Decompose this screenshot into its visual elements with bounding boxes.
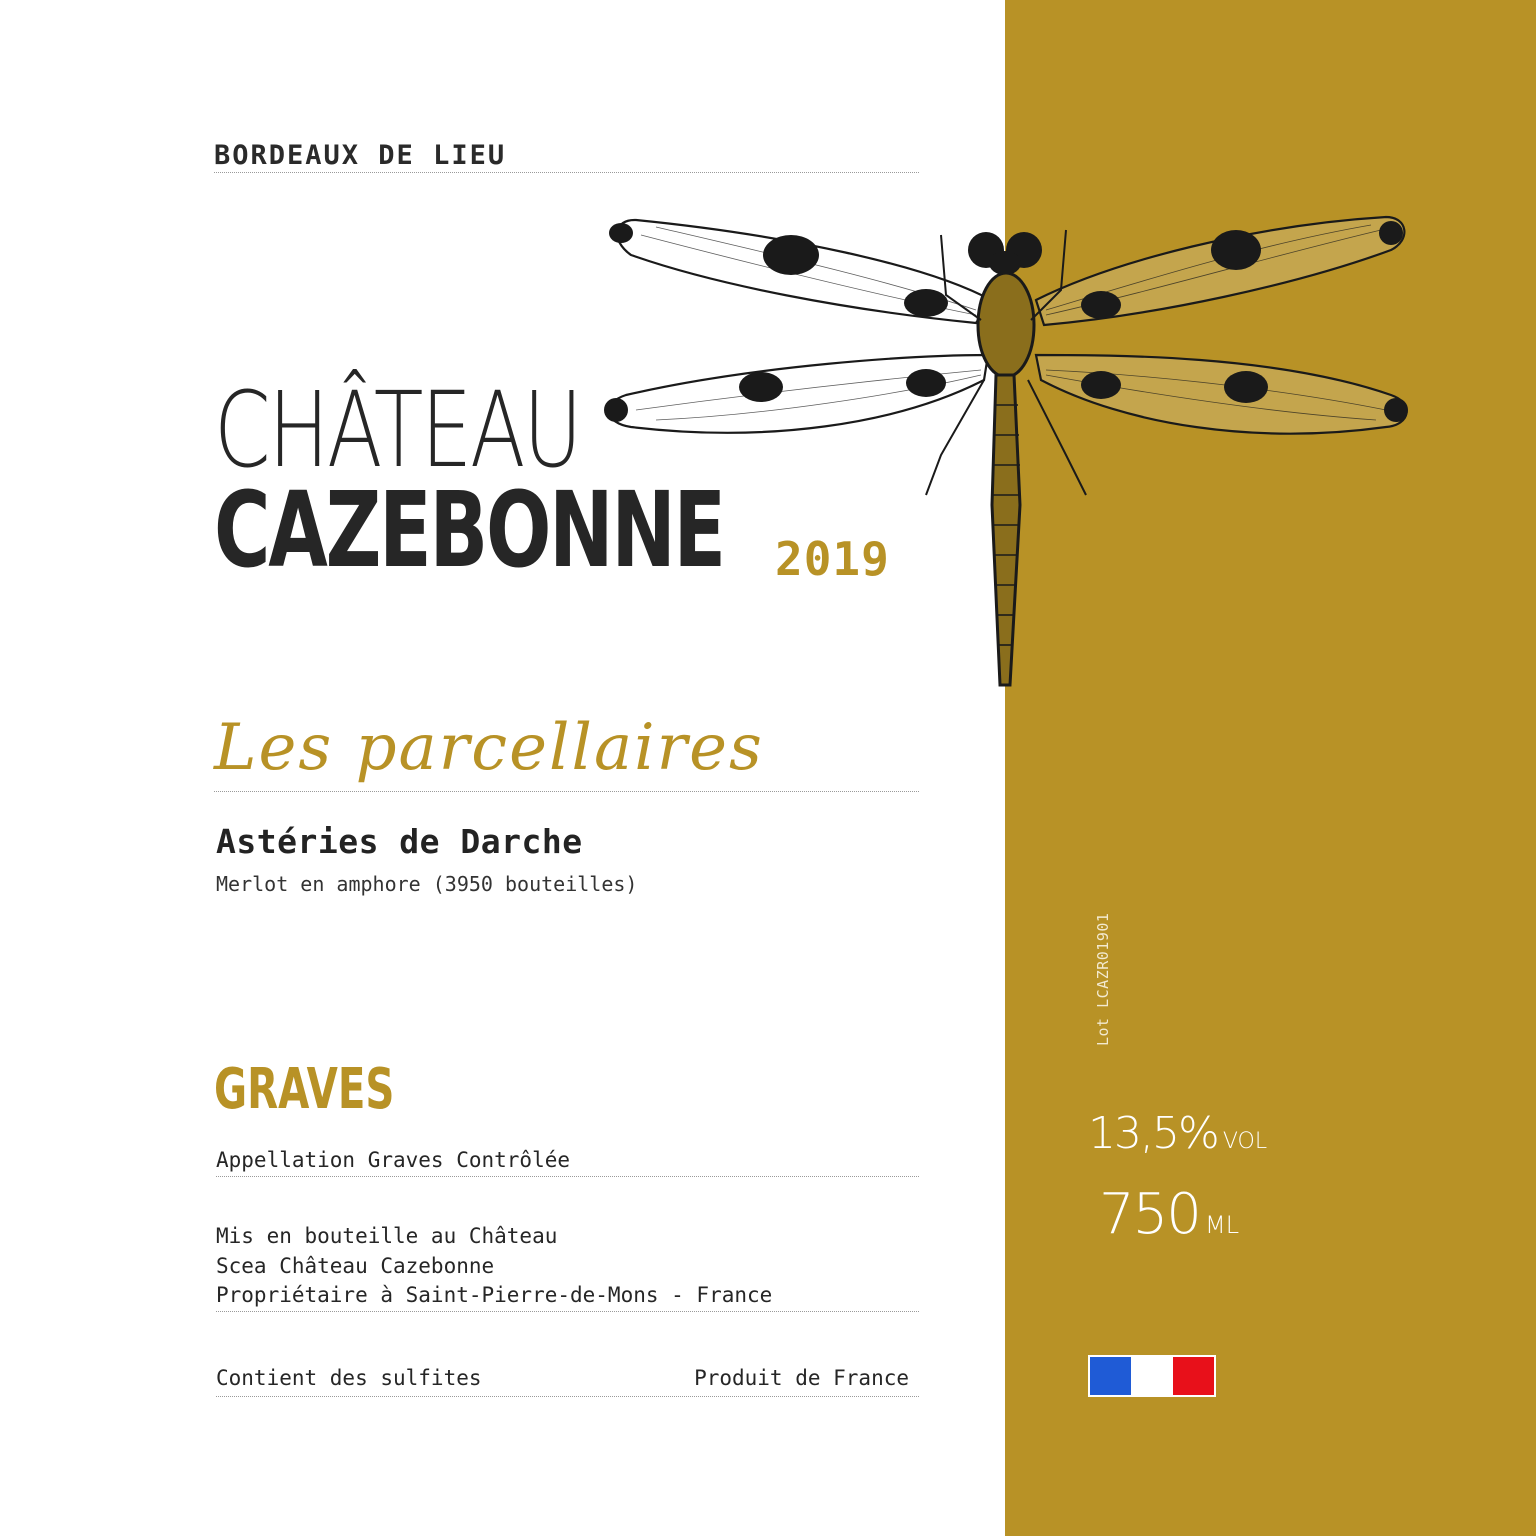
cepage-text: Merlot en amphore (3950 bouteilles)	[216, 872, 638, 896]
flag-blue-stripe	[1090, 1357, 1131, 1395]
flag-white-stripe	[1131, 1357, 1172, 1395]
origin-notice: Produit de France	[694, 1366, 909, 1390]
region-label: BORDEAUX DE LIEU	[214, 140, 919, 173]
volume	[1099, 1182, 1239, 1247]
lot-number: Lot LCAZR01901	[1094, 912, 1112, 1046]
appellation-title: GRAVES	[214, 1057, 395, 1122]
bottler-line: Scea Château Cazebonne	[216, 1253, 495, 1278]
french-flag-icon	[1088, 1355, 1216, 1397]
chateau-title-line1: CHÂTEAU	[214, 369, 581, 491]
vintage: 2019	[775, 532, 890, 586]
dragonfly-icon	[596, 205, 1416, 695]
volume-unit: ML	[1204, 1211, 1240, 1239]
bottler-line: Propriétaire à Saint-Pierre-de-Mons - France	[216, 1283, 773, 1307]
sulfites-notice: Contient des sulfites	[216, 1366, 482, 1390]
footer	[216, 1366, 919, 1397]
abv-value: 13,5%	[1088, 1108, 1218, 1159]
cuvee-name: Astéries de Darche	[216, 822, 583, 861]
bottler-line: Mis en bouteille au Château	[216, 1224, 558, 1248]
abv-unit: VOL	[1222, 1129, 1268, 1154]
appellation-text: Appellation Graves Contrôlée	[216, 1148, 919, 1177]
alcohol-content	[1088, 1108, 1267, 1159]
flag-red-stripe	[1173, 1357, 1214, 1395]
collection-title: Les parcellaires	[214, 705, 919, 792]
volume-value: 750	[1099, 1182, 1200, 1247]
bottler-info	[216, 1222, 919, 1312]
chateau-title-line2: CAZEBONNE	[214, 469, 724, 591]
